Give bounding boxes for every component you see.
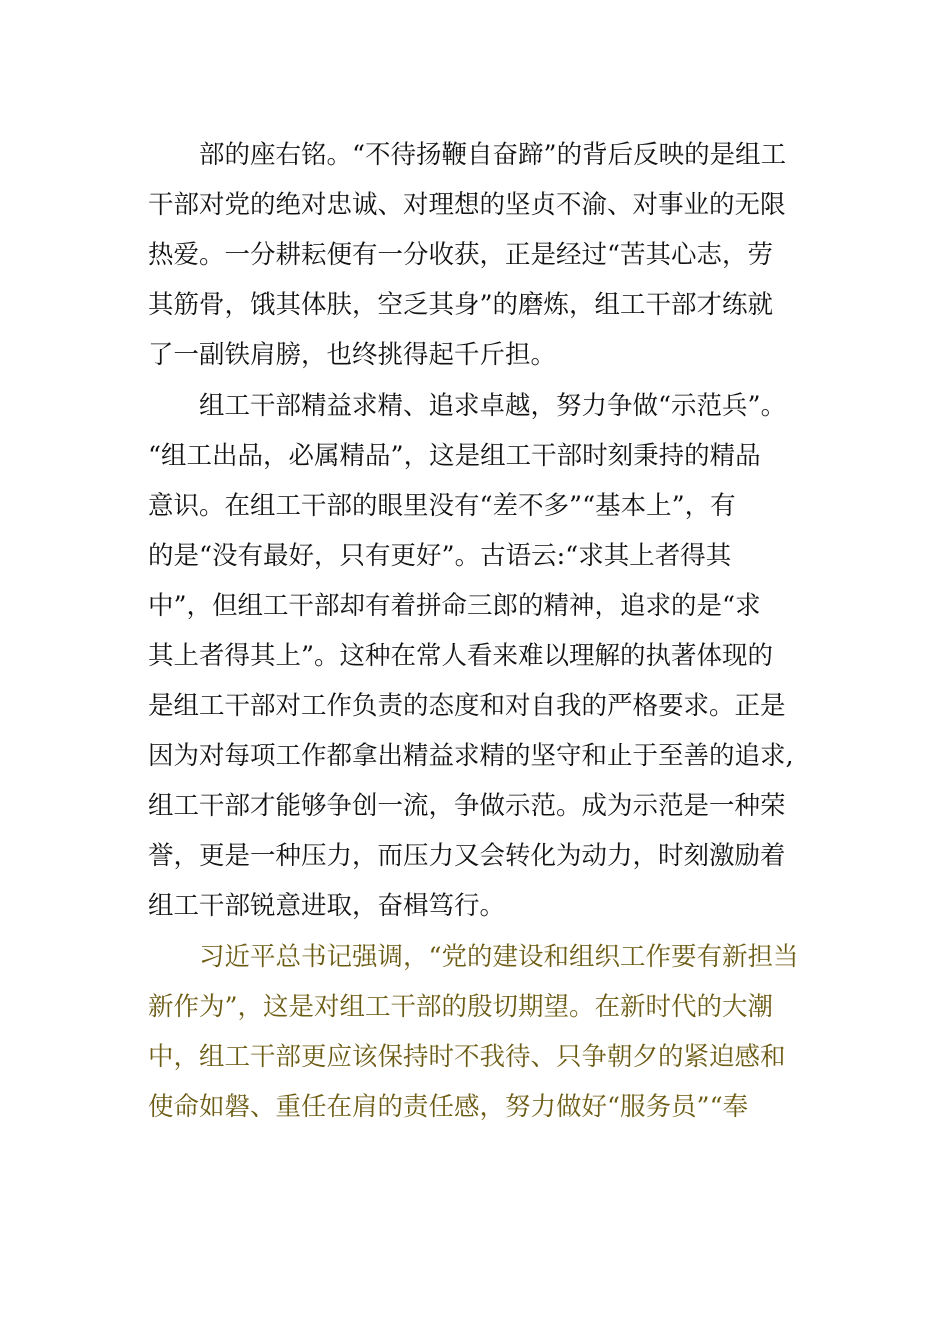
text-line: 了一副铁肩膀，也终挑得起千斤担。 [148, 340, 557, 370]
text-line: 热爱。一分耕耘便有一分收获，正是经过“苦其心志，劳 [148, 240, 774, 270]
text-line: 中，组工干部更应该保持时不我待、只争朝夕的紧迫感和 [148, 1042, 786, 1072]
text-line: 其筋骨，饿其体肤，空乏其身”的磨炼，组工干部才练就 [148, 290, 774, 320]
text-line: 部的座右铭。“不待扬鞭自奋蹄”的背后反映的是组工 [148, 140, 787, 170]
text-line: 其上者得其上”。这种在常人看来难以理解的执著体现的 [148, 641, 774, 671]
text-line: 组工干部精益求精、追求卓越，努力争做“示范兵”。 [148, 391, 787, 421]
text-line: 组工干部锐意进取，奋楫笃行。 [148, 891, 506, 921]
text-line: 是组工干部对工作负责的态度和对自我的严格要求。正是 [148, 691, 786, 721]
text-line: 中”，但组工干部却有着拼命三郎的精神，追求的是“求 [148, 591, 761, 621]
text-line: 誉，更是一种压力，而压力又会转化为动力，时刻激励着 [148, 841, 786, 871]
text-line: 的是“没有最好，只有更好”。古语云:“求其上者得其 [148, 541, 732, 571]
text-line: 意识。在组工干部的眼里没有“差不多”“基本上”，有 [148, 491, 736, 521]
paragraph-3 [148, 932, 808, 1132]
text-line: 习近平总书记强调，“党的建设和组织工作要有新担当 [148, 942, 799, 972]
text-line: 新作为”，这是对组工干部的殷切期望。在新时代的大潮 [148, 992, 774, 1022]
text-line: 使命如磐、重任在肩的责任感，努力做好“服务员”“奉 [148, 1092, 749, 1122]
text-line: “组工出品，必属精品”，这是组工干部时刻秉持的精品 [148, 441, 761, 471]
paragraph-2 [148, 381, 808, 931]
text-line: 组工干部才能够争创一流，争做示范。成为示范是一种荣 [148, 791, 786, 821]
paragraph-1 [148, 130, 808, 380]
text-line: 因为对每项工作都拿出精益求精的坚守和止于至善的追求, [148, 741, 794, 771]
text-line: 干部对党的绝对忠诚、对理想的坚贞不渝、对事业的无限 [148, 190, 786, 220]
